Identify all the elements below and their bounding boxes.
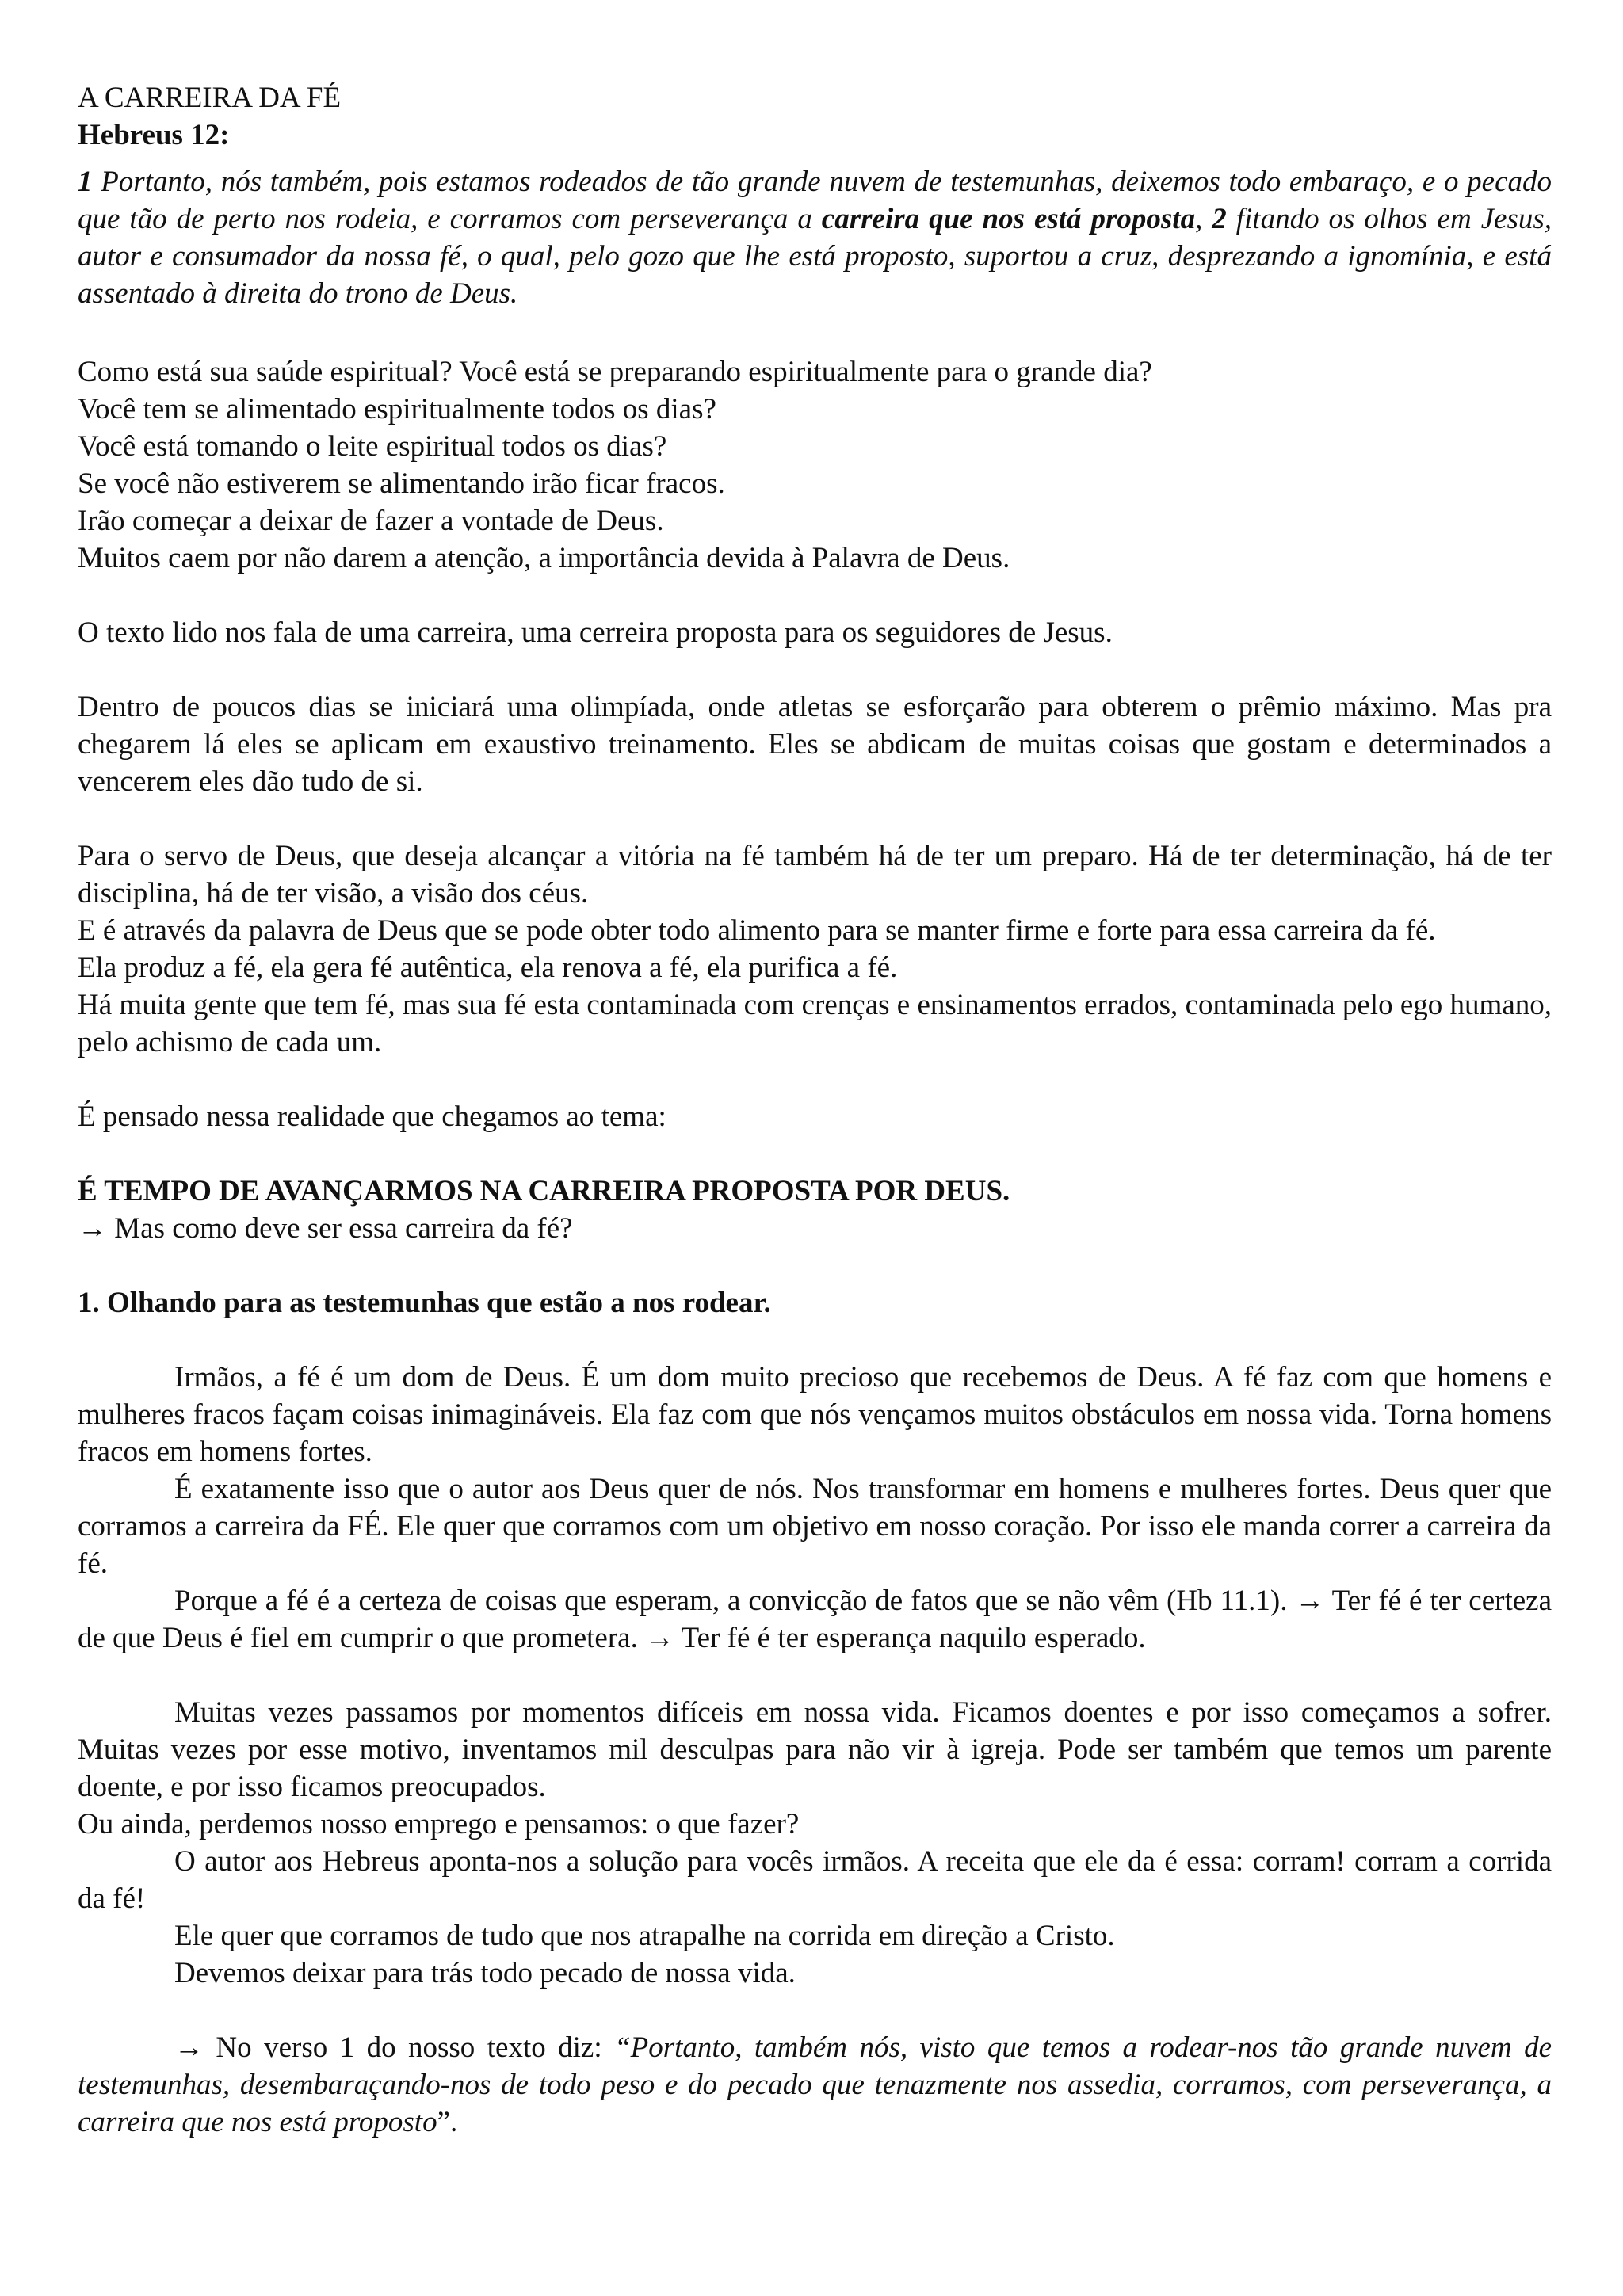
question-line: Se você não estiverem se alimentando irão ficar fracos. — [78, 467, 725, 500]
verse-text-3: fitando os olhos em Jesus, autor e consumador da nossa fé, o qual, pelo gozo que lhe está proposto, suportou a cruz, desprezando a ignomínia, e está assentado à direita do trono de Deus. — [78, 203, 1552, 310]
spacer — [78, 1247, 1552, 1284]
paragraph-text-read: O texto lido nos fala de uma carreira, uma cerreira proposta para os seguidores de Jesus. — [78, 616, 1113, 649]
verse-text-1: Portanto, nós também, pois estamos rodeados de tão grande nuvem de testemunhas, deixemos todo embaraço, e o pecado que tão de perto nos rodeia, e corramos com perseverança a — [78, 166, 1552, 235]
section1-paragraph: Devemos deixar para trás todo pecado de nossa vida. — [174, 1957, 796, 1989]
scripture-reference: Hebreus 12: — [78, 119, 230, 151]
spacer — [78, 1135, 1552, 1173]
verse-number-2: 2 — [1212, 203, 1227, 235]
question-line: Você está tomando o leite espiritual todos os dias? — [78, 430, 667, 463]
spacer — [78, 154, 1552, 163]
question-line: Como está sua saúde espiritual? Você está se preparando espiritualmente para o grande dia? — [78, 356, 1152, 388]
section1-paragraph: Ele quer que corramos de tudo que nos atrapalhe na corrida em direção a Cristo. — [174, 1920, 1115, 1952]
verse-number-1: 1 — [78, 166, 93, 198]
spacer — [78, 1657, 1552, 1694]
paragraph-olympics: Dentro de poucos dias se iniciará uma olimpíada, onde atletas se esforçarão para obterem o prêmio máximo. Mas pra chegarem lá eles se aplicam em exaustivo treinamento. Eles se abdicam de muitas coisas que gostam e determinados a vencerem eles dão tudo de si. — [78, 691, 1552, 798]
question-line: Muitos caem por não darem a atenção, a importância devida à Palavra de Deus. — [78, 542, 1010, 574]
section-heading-1: 1. Olhando para as testemunhas que estão a nos rodear. — [78, 1287, 771, 1319]
section1-paragraph: O autor aos Hebreus aponta-nos a solução para vocês irmãos. A receita que ele da é essa: corram! corram a corrida da fé! — [78, 1845, 1552, 1915]
scripture-verse — [78, 163, 1552, 312]
question-line: Você tem se alimentado espiritualmente todos os dias? — [78, 393, 716, 425]
section1-paragraph: Ou ainda, perdemos nosso emprego e pensamos: o que fazer? — [78, 1808, 800, 1840]
verse-emphasis: carreira que nos está proposta — [821, 203, 1196, 235]
section1-paragraph: Muitas vezes passamos por momentos difíceis em nossa vida. Ficamos doentes e por isso começamos a sofrer. Muitas vezes por esse motivo, inventamos mil desculpas para não vir à igreja. Pode ser também que temos um parente doente, e por isso ficamos preocupados. — [78, 1696, 1552, 1803]
section1-paragraph: Irmãos, a fé é um dom de Deus. É um dom muito precioso que recebemos de Deus. A fé faz com que homens e mulheres fracos façam coisas inimagináveis. Ela faz com que nós vençamos muitos obstáculos em nossa vida. Torna homens fracos em homens fortes. — [78, 1361, 1552, 1468]
spacer — [78, 1992, 1552, 2029]
spacer — [78, 1061, 1552, 1098]
quote-text: “Portanto, também nós, visto que temos a rodear-nos tão grande nuvem de testemunhas, desembaraçando-nos de todo peso e do pecado que tenazmente nos assedia, corramos, com perseverança, a carreira que nos está proposto — [78, 2031, 1552, 2138]
question-line: Irão começar a deixar de fazer a vontade de Deus. — [78, 505, 664, 537]
theme-question: → Mas como deve ser essa carreira da fé? — [78, 1212, 573, 1245]
paragraph-produces: Ela produz a fé, ela gera fé autêntica, ela renova a fé, ela purifica a fé. — [78, 952, 898, 984]
spacer — [78, 651, 1552, 688]
document-title: A CARREIRA DA FÉ — [78, 82, 342, 114]
spacer — [78, 1322, 1552, 1359]
theme-heading: É TEMPO DE AVANÇARMOS NA CARREIRA PROPOSTA POR DEUS. — [78, 1175, 1010, 1207]
section1-quote-paragraph — [78, 2029, 1552, 2141]
spacer — [78, 800, 1552, 837]
spacer — [78, 312, 1552, 353]
paragraph-word: E é através da palavra de Deus que se pode obter todo alimento para se manter firme e forte para essa carreira da fé. — [78, 914, 1436, 947]
quote-lead: → No verso 1 do nosso texto diz: — [174, 2031, 615, 2064]
paragraph-many: Há muita gente que tem fé, mas sua fé esta contaminada com crenças e ensinamentos errados, contaminada pelo ego humano, pelo achismo de cada um. — [78, 989, 1552, 1058]
quote-close: ”. — [437, 2106, 458, 2138]
verse-text-2: , — [1195, 203, 1212, 235]
section1-paragraph: Porque a fé é a certeza de coisas que esperam, a convicção de fatos que se não vêm (Hb 11.1). → Ter fé é ter certeza de que Deus é fiel em cumprir o que prometera. → Ter fé é ter esperança naquilo esperado. — [78, 1585, 1552, 1654]
paragraph-theme-intro: É pensado nessa realidade que chegamos ao tema: — [78, 1100, 666, 1133]
paragraph-servant: Para o servo de Deus, que deseja alcançar a vitória na fé também há de ter um preparo. Há de ter determinação, há de ter disciplina, há de ter visão, a visão dos céus. — [78, 840, 1552, 910]
section1-paragraph: É exatamente isso que o autor aos Deus quer de nós. Nos transformar em homens e mulheres fortes. Deus quer que corramos a carreira da FÉ. Ele quer que corramos com um objetivo em nosso coração. Por isso ele manda correr a carreira da fé. — [78, 1473, 1552, 1580]
spacer — [78, 577, 1552, 614]
